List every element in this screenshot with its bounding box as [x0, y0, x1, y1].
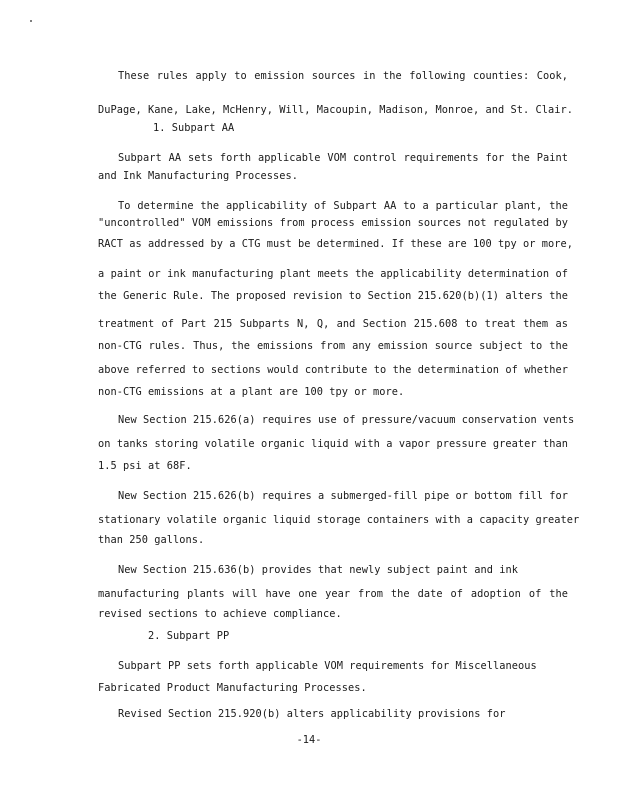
text-line: RACT as addressed by a CTG must be determined. If these are 100 tpy or more,: [98, 238, 573, 250]
text-line: stationary volatile organic liquid storage containers with a capacity greater: [98, 514, 580, 526]
text-line: New Section 215.636(b) provides that newly subject paint and ink: [118, 564, 518, 576]
text-line: Fabricated Product Manufacturing Processes.: [98, 682, 367, 694]
text-line: Subpart PP sets forth applicable VOM requirements for Miscellaneous: [118, 660, 537, 672]
text-line: Subpart AA sets forth applicable VOM control requirements for the Paint: [118, 152, 568, 164]
text-line: non-CTG rules. Thus, the emissions from any emission source subject to the: [98, 340, 568, 352]
text-line: New Section 215.626(a) requires use of pressure/vacuum conservation vents: [118, 414, 575, 426]
text-line: DuPage, Kane, Lake, McHenry, Will, Macoupin, Madison, Monroe, and St. Clair.: [98, 104, 573, 116]
text-line: treatment of Part 215 Subparts N, Q, and Section 215.608 to treat them as: [98, 318, 568, 330]
text-line: To determine the applicability of Subpart AA to a particular plant, the: [118, 200, 568, 212]
page-number: -14-: [296, 734, 322, 746]
text-line: non-CTG emissions at a plant are 100 tpy or more.: [98, 386, 405, 398]
text-line: manufacturing plants will have one year from the date of adoption of the: [98, 588, 568, 600]
text-line: New Section 215.626(b) requires a submerged-fill pipe or bottom fill for: [118, 490, 568, 502]
section-heading: 2. Subpart PP: [148, 630, 230, 642]
text-line: a paint or ink manufacturing plant meets the applicability determination of: [98, 268, 568, 280]
text-line: than 250 gallons.: [98, 534, 205, 546]
text-line: Revised Section 215.920(b) alters applicability provisions for: [118, 708, 506, 720]
text-line: the Generic Rule. The proposed revision to Section 215.620(b)(1) alters the: [98, 290, 568, 302]
text-line: 1.5 psi at 68F.: [98, 460, 192, 472]
text-line: and Ink Manufacturing Processes.: [98, 170, 298, 182]
text-line: "uncontrolled" VOM emissions from process emission sources not regulated by: [98, 217, 568, 229]
text-line: These rules apply to emission sources in the following counties: Cook,: [118, 70, 568, 82]
section-heading: 1. Subpart AA: [153, 122, 235, 134]
scan-speck: [30, 20, 32, 22]
text-line: revised sections to achieve compliance.: [98, 608, 342, 620]
text-line: above referred to sections would contribute to the determination of whether: [98, 364, 568, 376]
text-line: on tanks storing volatile organic liquid with a vapor pressure greater than: [98, 438, 568, 450]
